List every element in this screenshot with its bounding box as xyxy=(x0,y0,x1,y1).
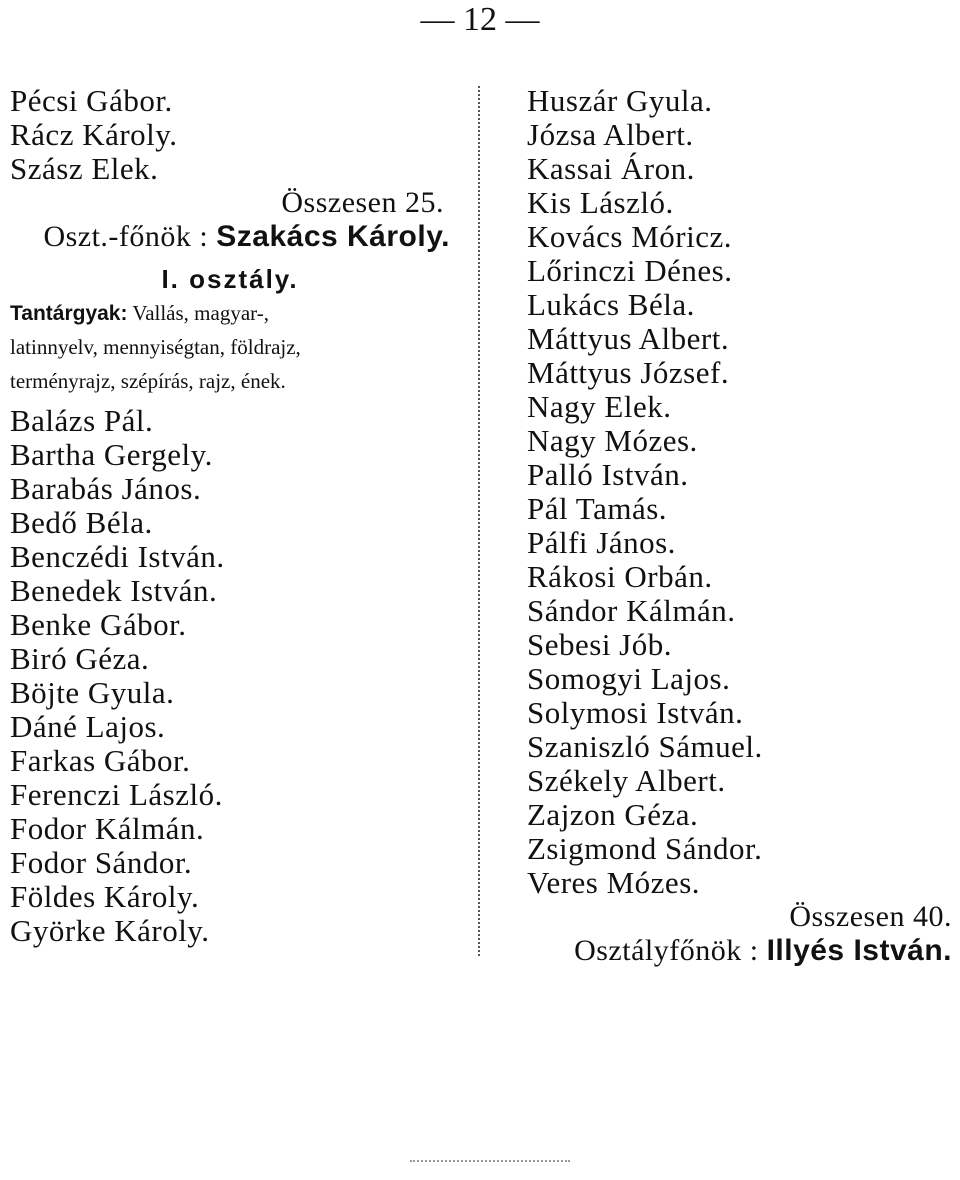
class-head-name: Illyés István. xyxy=(766,934,952,967)
student-name: Zajzon Géza. xyxy=(527,797,699,832)
student-name: Biró Géza. xyxy=(10,641,150,676)
student-name: Pécsi Gábor. xyxy=(10,83,173,118)
class-head xyxy=(527,934,952,968)
subjects-line: terményrajz, szépírás, rajz, ének. xyxy=(10,369,286,393)
left-column xyxy=(10,84,450,948)
print-artifact xyxy=(410,1160,570,1172)
student-name: Szaniszló Sámuel. xyxy=(527,729,763,764)
student-name: Ferenczi László. xyxy=(10,777,223,812)
student-name: Máttyus József. xyxy=(527,355,730,390)
subjects-label: Tantárgyak: xyxy=(10,302,128,325)
student-name: Lőrinczi Dénes. xyxy=(527,253,733,288)
class-total: Összesen 25. xyxy=(281,186,444,219)
subjects-line: latinnyelv, mennyiségtan, földrajz, xyxy=(10,335,301,359)
student-name: Józsa Albert. xyxy=(527,117,694,152)
student-name: Pálfi János. xyxy=(527,525,676,560)
student-name: Somogyi Lajos. xyxy=(527,661,731,696)
class-title: I. osztály. xyxy=(161,264,299,294)
page-number: — 12 — xyxy=(420,1,540,38)
student-name: Rákosi Orbán. xyxy=(527,559,713,594)
student-name: Huszár Gyula. xyxy=(527,83,713,118)
student-name: Sándor Kálmán. xyxy=(527,593,736,628)
student-name: Györke Károly. xyxy=(10,913,210,948)
column-divider xyxy=(478,86,480,956)
student-name: Farkas Gábor. xyxy=(10,743,191,778)
student-name: Fodor Sándor. xyxy=(10,845,193,880)
student-name: Pál Tamás. xyxy=(527,491,668,526)
student-name: Székely Albert. xyxy=(527,763,726,798)
student-name: Zsigmond Sándor. xyxy=(527,831,763,866)
student-name: Fodor Kálmán. xyxy=(10,811,205,846)
student-name: Lukács Béla. xyxy=(527,287,695,322)
student-name: Kassai Áron. xyxy=(527,151,695,186)
student-name: Benczédi István. xyxy=(10,539,225,574)
class-total: Összesen 40. xyxy=(789,900,952,933)
student-name: Palló István. xyxy=(527,457,689,492)
student-name: Nagy Mózes. xyxy=(527,423,698,458)
student-name: Solymosi István. xyxy=(527,695,744,730)
student-name: Sebesi Jób. xyxy=(527,627,672,662)
student-name: Veres Mózes. xyxy=(527,865,701,900)
student-name: Nagy Elek. xyxy=(527,389,672,424)
student-name: Böjte Gyula. xyxy=(10,675,175,710)
student-name: Rácz Károly. xyxy=(10,117,178,152)
student-name: Dáné Lajos. xyxy=(10,709,166,744)
student-name: Földes Károly. xyxy=(10,879,200,914)
student-name: Kis László. xyxy=(527,185,674,220)
student-name: Barabás János. xyxy=(10,471,202,506)
class-head-label: Osztályfőnök : xyxy=(574,934,759,967)
student-name: Bartha Gergely. xyxy=(10,437,213,472)
student-name: Kovács Móricz. xyxy=(527,219,732,254)
class-head-label: Oszt.-főnök : xyxy=(43,220,209,253)
class-head-name: Szakács Károly. xyxy=(216,220,450,253)
student-name: Máttyus Albert. xyxy=(527,321,730,356)
student-name: Balázs Pál. xyxy=(10,403,154,438)
student-name: Szász Elek. xyxy=(10,151,159,186)
student-name: Benke Gábor. xyxy=(10,607,187,642)
subjects-text: Vallás, magyar-, xyxy=(132,301,269,325)
right-column xyxy=(527,84,952,968)
student-name: Benedek István. xyxy=(10,573,218,608)
student-name: Bedő Béla. xyxy=(10,505,153,540)
class-head xyxy=(10,220,450,254)
subjects-line xyxy=(10,296,450,330)
